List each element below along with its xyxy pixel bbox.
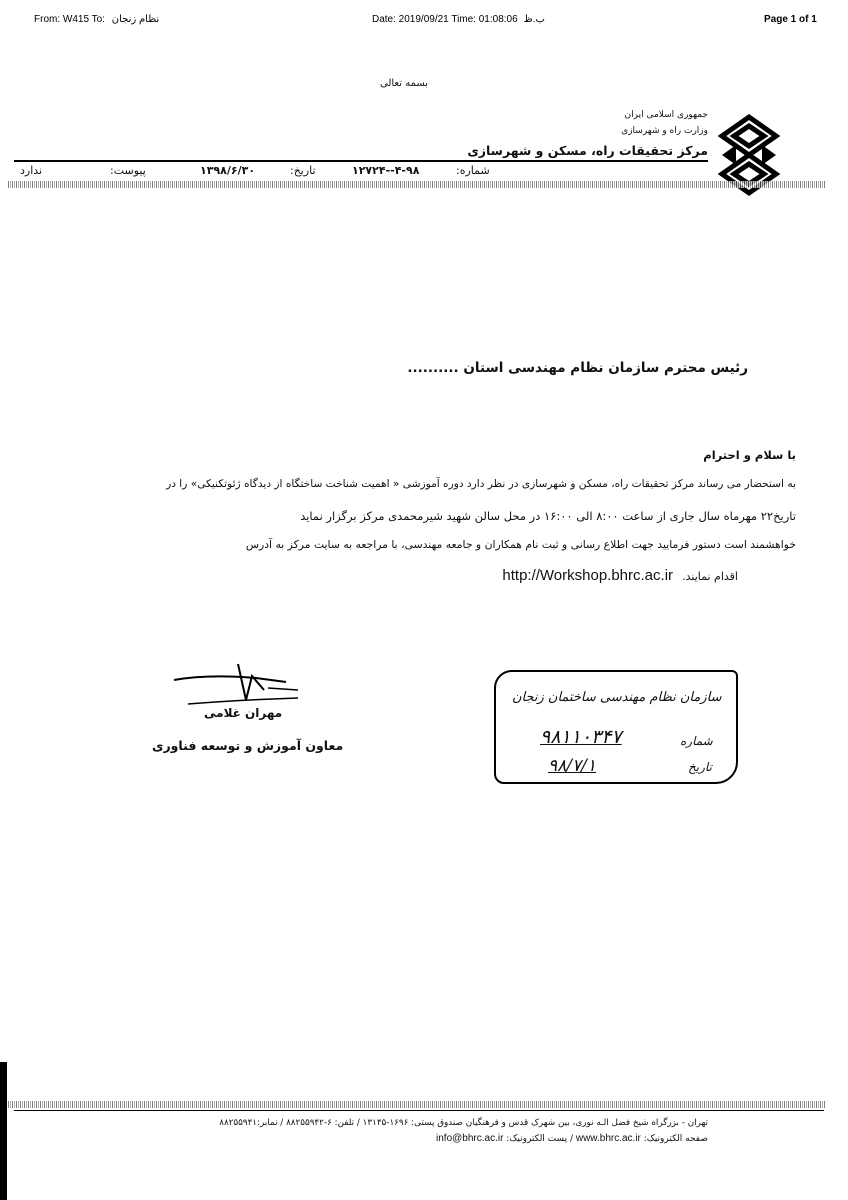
- footer-email-label: / پست الکترونیک:: [506, 1134, 573, 1144]
- fax-from-text: From: W415 To:: [34, 14, 105, 25]
- footer-rule: [14, 1110, 824, 1111]
- ref-date-value: ۱۳۹۸/۶/۳۰: [200, 164, 256, 177]
- footer-email: info@bhrc.ac.ir: [436, 1133, 504, 1144]
- addressee: رئیس محترم سازمان نظام مهندسی استان ..........: [407, 360, 748, 376]
- footer-contacts: [436, 1133, 708, 1144]
- fax-from: [34, 14, 159, 25]
- fax-date-time: Date: 2019/09/21 Time: 01:08:06: [372, 14, 518, 25]
- ref-date-label: تاریخ:: [290, 164, 316, 177]
- footer-web-label: صفحه الکترونیک:: [643, 1134, 708, 1144]
- bismillah: بسمه تعالی: [380, 78, 429, 89]
- scan-edge: [0, 1062, 7, 1200]
- letterhead-line2: وزارت راه و شهرسازی: [621, 126, 708, 136]
- header-rule: [14, 160, 708, 162]
- body-line-1: به استحضار می رساند مرکز تحقیقات راه، مسکن و شهرسازی در نظر دارد دوره آموزشی « اهمیت شناخت ساختگاه از دیدگاه ژئوتکنیکی» را در: [166, 478, 796, 490]
- footer-web: www.bhrc.ac.ir: [575, 1133, 641, 1144]
- fax-am-pm: ب.ظ: [523, 14, 545, 25]
- greeting: با سلام و احترام: [703, 448, 796, 462]
- stamp-org: سازمان نظام مهندسی ساختمان زنجان: [512, 690, 722, 705]
- stamp-date-value: ۹۸/۷/۱: [548, 756, 596, 776]
- fax-datetime: [372, 14, 545, 25]
- footer-hatch-band: [8, 1101, 826, 1108]
- ref-number-value: ۱۲۷۲۴--۴-۹۸: [352, 164, 420, 177]
- fax-recipient: نظام زنجان: [111, 14, 160, 25]
- stamp-number-value: ۹۸۱۱۰۳۴۷: [540, 726, 622, 748]
- body-line-4-tail: اقدام نمایند.: [682, 570, 738, 583]
- body-line-2: تاریخ۲۲ مهرماه سال جاری از ساعت ۸:۰۰ الی ۱۶:۰۰ در محل سالن شهید شیرمحمدی مرکز برگزار نماید: [300, 509, 796, 523]
- ref-attachment-value: ندارد: [20, 164, 43, 177]
- ref-attachment-label: پیوست:: [110, 164, 146, 177]
- stamp-date-label: تاریخ: [688, 760, 712, 774]
- body-line-4: [502, 565, 738, 584]
- footer-address: تهران - بزرگراه شیخ فضل الـه نوری، بین شهرک قدس و فرهنگیان صندوق پستی: ۱۶۹۶-۱۳۱۴۵ / تلفن: ۶-۸۸۲۵۵۹۴۲ / نمابر:۸۸۲۵۵۹۴۱: [219, 1118, 708, 1128]
- stamp-number-label: شماره: [680, 734, 713, 748]
- header-hatch-band: [8, 181, 826, 188]
- signatory-title: معاون آموزش و توسعه فناوری: [152, 738, 344, 753]
- body-line-3: خواهشمند است دستور فرمایید جهت اطلاع رسانی و ثبت نام همکاران و جامعه مهندسی، با مراجعه به سایت مرکز به آدرس: [245, 538, 796, 551]
- workshop-url: http://Workshop.bhrc.ac.ir: [502, 567, 674, 584]
- fax-page: Page 1 of 1: [764, 14, 817, 25]
- letterhead-line1: جمهوری اسلامی ایران: [624, 110, 708, 120]
- letterhead-line3: مرکز تحقیقات راه، مسکن و شهرسازی: [467, 143, 708, 158]
- ref-number-label: شماره:: [456, 164, 490, 177]
- signatory-name: مهران غلامی: [204, 706, 283, 720]
